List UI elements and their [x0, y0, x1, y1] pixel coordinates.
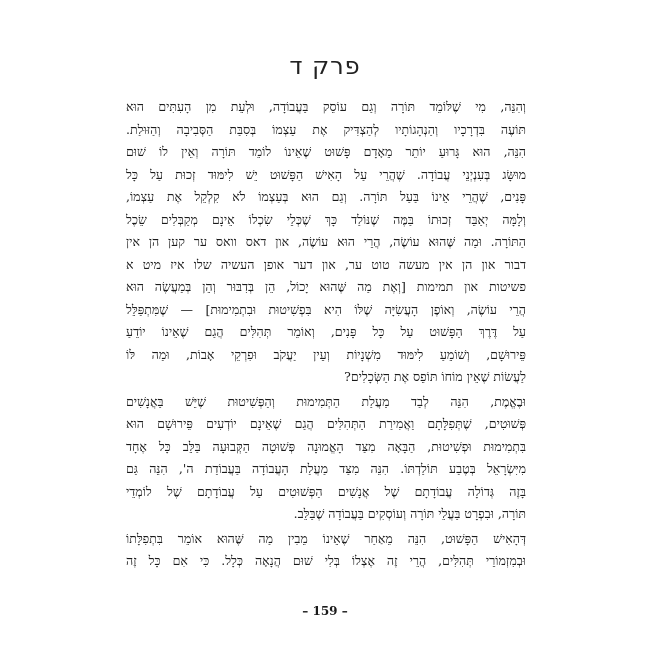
text-line: בָּזֶה גְּדוֹלָה עֲבוֹדָתָם שֶׁל אֲנָשִׁים הַפְּשׁוּטִים עַל עֲבוֹדָתָם שֶׁל לוֹמְדֵי	[126, 483, 526, 499]
page-number: – 159 –	[302, 604, 348, 618]
text-line: לַעֲשׂוֹת שֶׁאֵין מוֹחוֹ תּוֹפֵס אֶת הַשְּׂכָלִים?	[344, 369, 526, 384]
text-line: וּבְמִזְמוֹרֵי תְּהִלִּים, הֲרֵי זֶה אֶצְלוֹ בְּלִי שׁוּם הֲנָאָה כְּלָל. כִּי אִם כָּל זֶה	[126, 553, 526, 568]
body-text	[126, 96, 526, 575]
paragraph-3	[126, 528, 526, 573]
text-line: דְּהָאִישׁ הַפָּשׁוּט, הִנֵּה מֵאַחַר שֶׁאֵינוֹ מֵבִין מַה שֶּׁהוּא אוֹמֵר בִּתְפִלָּתוֹ	[126, 530, 526, 546]
text-line: וּבֶאֱמֶת, הִנֵּה לְבַד מַעֲלַת הַתְּמִימוּת וְהַפְּשִׁיטוּת שֶׁיֵּשׁ בַּאֲנָשִׁים	[126, 393, 526, 409]
text-line: בִּתְמִימוּת וּפְשִׁיטוּת, הַבָּאָה מִצַּד הָאֱמוּנָה פְּשׁוּטָה הַקְּבוּעָה בַּלֵּב כָּל אֶחָד	[126, 438, 526, 454]
text-line: פְּשׁוּטִים, שֶׁתְּפִלָּתָם וַאֲמִירַת הַתְּהִלִּים הֲגַם שֶׁאֵינָם יוֹדְעִים פֵּירוּשָׁם הוּא	[126, 416, 526, 431]
paragraph-2	[126, 391, 526, 526]
text-line: פָּנִים, שֶׁהֲרֵי אֵינוֹ בַּעַל תּוֹרָה. וְגַם הוּא בְּעַצְמוֹ לֹא קִלְקֵל אֶת עַצְמוֹ,	[126, 189, 526, 204]
text-line: תּוֹרָה, וּבִפְרָט בַּעֲלֵי תּוֹרָה וְעוֹסְקִים בַּעֲבוֹדָה שֶׁבַּלֵּב.	[293, 506, 526, 521]
chapter-title: פרק ד	[289, 52, 361, 80]
text-line: הַתּוֹרָה. וּמַה שֶּׁהוּא עוֹשֶׂה, הֲרֵי הוּא עוֹשֶׂה, און דאס וואס ער קען הן אין	[126, 234, 526, 249]
text-line: עַל דֶּרֶךְ הַפָּשׁוּט עַל כָּל פָּנִים, וְאוֹמֵר תְּהִלִּים הֲגַם שֶׁאֵינוֹ יוֹדֵעַ	[126, 324, 526, 339]
text-line: מוּשָּׂג בְּעִנְיְנֵי עֲבוֹדָה. שֶׁהֲרֵי עַל הָאִישׁ הַפָּשׁוּט יֵשׁ לִימּוּד זְכוּת עַל כָּל	[126, 166, 526, 182]
text-line: תּוֹעֶה בִּדְרָכָיו וְהַנְהָגוֹתָיו לְהַצְדִּיק אֶת עַצְמוֹ בְּסִבַּת הַסְּבִיבָה וְהַזּוּלַת.	[126, 121, 526, 137]
text-line: הֲרֵי עוֹשֶׂה, וְאוֹפֶן הָעֲשִׂיָּה שֶׁלּוֹ הִיא בִּפְשִׁיטוּת וּבִתְמִימוּת] — שֶׁמִּתְפַּלֵּל	[126, 301, 526, 317]
text-line: הִנֵּה, הוּא גָּרוּעַ יוֹתֵר מֵאָדָם פָּשׁוּט שֶׁאֵינוֹ לוֹמֵד תּוֹרָה וְאֵין לוֹ שׁוּם	[126, 144, 526, 159]
text-line: וְהִנֵּה, מִי שֶׁלּוֹמֵד תּוֹרָה וְגַם עוֹסֵק בַּעֲבוֹדָה, וּלְעֵת מִן הָעִתִּים הוּא	[126, 99, 526, 114]
text-line: מִיִּשְׂרָאֵל בְּטֶבַע תּוֹלַדְתּוֹ. הִנֵּה מִצַּד מַעֲלַת הָעֲבוֹדָה בַּעֲבוֹדַת ה', הִנֵּה גַּם	[126, 461, 526, 476]
text-line: פֵּירוּשָׁם, וְשׁוֹמֵעַ לִימּוּד מִשְׁנָיוֹת וְעֵין יַעֲקֹב וּפִרְקֵי אָבוֹת, וּמַה לּוֹ	[126, 346, 526, 362]
paragraph-1	[126, 96, 526, 389]
text-line: וְלָמָּה יְאַבֵּד זְכוּתוֹ בַּמֶּה שֶׁנּוֹלַד כָּךְ שֶׁכְּלֵי שִׂכְלוֹ אֵינָם מְקַבְּלִים שֵׂכֶל	[126, 211, 526, 227]
text-line: דבור און הן אין מעשה טוט ער, און דער אופן העשיה שלו איז מיט א	[126, 256, 526, 272]
text-line: פשיטות און תמימות [וְאֶת מַה שֶּׁהוּא יָכוֹל, הֵן בְּדִבּוּר וְהֵן בְּמַעֲשֶׂה הוּא	[126, 279, 526, 294]
